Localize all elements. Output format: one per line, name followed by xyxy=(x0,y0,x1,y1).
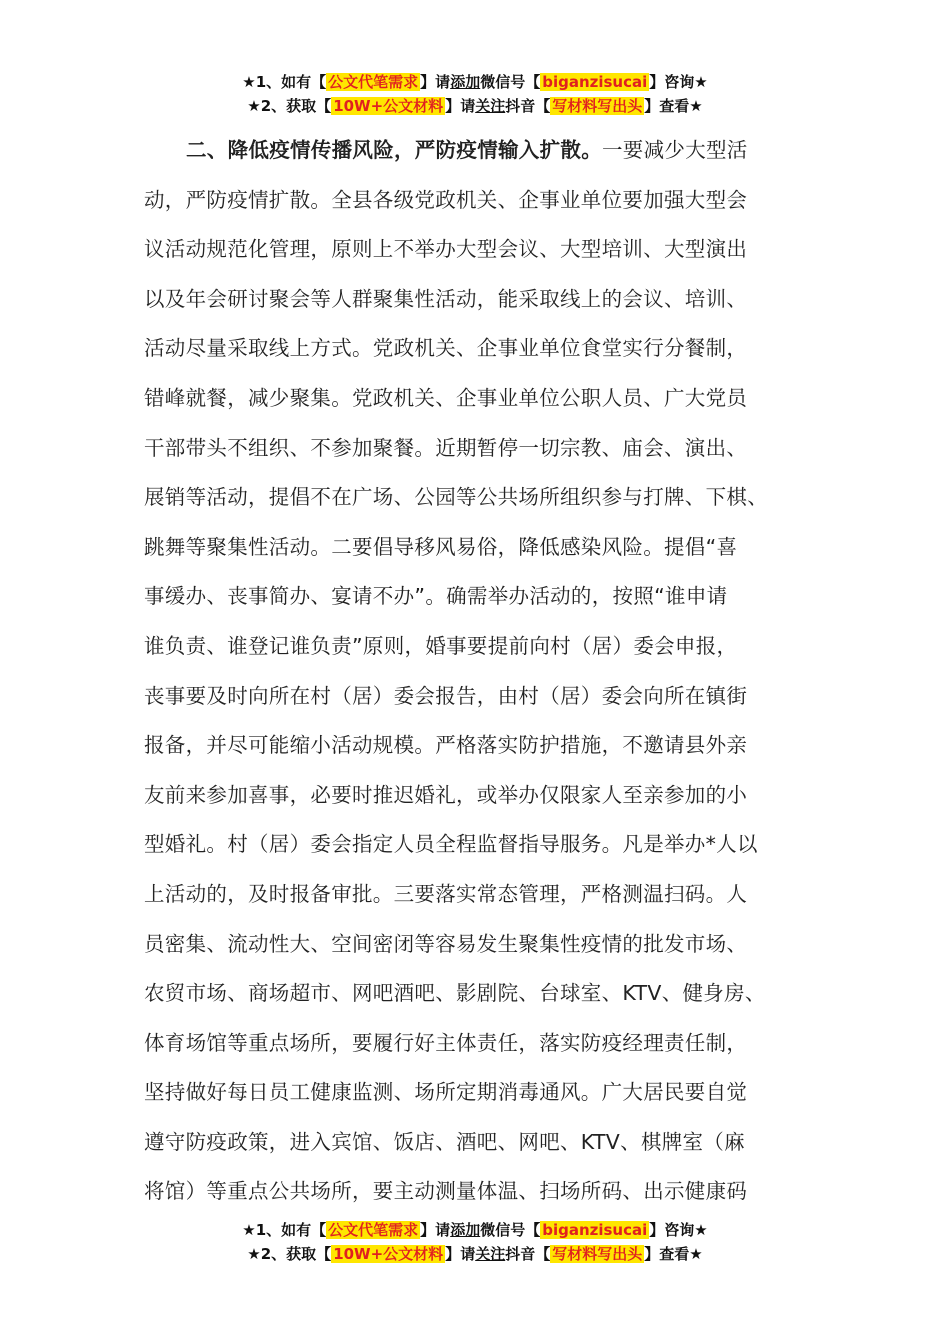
paragraph-line: 坚持做好每日员工健康监测、场所定期消毒通风。广大居民要自觉 xyxy=(144,1080,748,1105)
paragraph-line: 干部带头不组织、不参加聚餐。近期暂停一切宗教、庙会、演出、 xyxy=(144,435,748,460)
promo-line-2: ★2、获取【 10W+公文材料 】请关注抖音【 写材料写出头 】查看★ xyxy=(247,97,703,115)
paragraph-line: 遵守防疫政策，进入宾馆、饭店、酒吧、网吧、KTV、棋牌室（麻 xyxy=(144,1129,745,1154)
promo-line-1: ★1、如有【 公文代笔需求 】请添加微信号【 biganzisucai 】咨询★ xyxy=(242,1221,708,1239)
paragraph-first-line: 二、降低疫情传播风险，严防疫情输入扩散。一要减少大型活 xyxy=(186,138,748,162)
section-heading: 二、降低疫情传播风险，严防疫情输入扩散。 xyxy=(186,138,602,162)
highlight-materials: 10W+公文材料 xyxy=(333,97,444,115)
highlight-service: 公文代笔需求 xyxy=(328,1221,419,1239)
paragraph-line: 以及年会研讨聚会等人群聚集性活动，能采取线上的会议、培训、 xyxy=(144,286,748,311)
highlight-douyin: 写材料写出头 xyxy=(552,1245,643,1263)
paragraph-line: 报备，并尽可能缩小活动规模。严格落实防护措施，不邀请县外亲 xyxy=(144,733,748,758)
highlight-wechat-id: biganzisucai xyxy=(542,1221,648,1239)
paragraph-line: 错峰就餐，减少聚集。党政机关、企事业单位公职人员、广大党员 xyxy=(144,385,748,410)
paragraph-line: 展销等活动，提倡不在广场、公园等公共场所组织参与打牌、下棋、 xyxy=(144,485,768,510)
paragraph-line: 动，严防疫情扩散。全县各级党政机关、企事业单位要加强大型会 xyxy=(144,187,748,212)
paragraph-line: 友前来参加喜事，必要时推迟婚礼，或举办仅限家人至亲参加的小 xyxy=(144,782,748,807)
paragraph-line: 跳舞等聚集性活动。二要倡导移风易俗，降低感染风险。提倡“喜 xyxy=(144,534,738,559)
paragraph-line: 事缓办、丧事简办、宴请不办”。确需举办活动的，按照“谁申请 xyxy=(144,584,728,609)
paragraph-line: 型婚礼。村（居）委会指定人员全程监督指导服务。凡是举办*人以 xyxy=(144,832,758,857)
paragraph-line: 员密集、流动性大、空间密闭等容易发生聚集性疫情的批发市场、 xyxy=(144,931,748,956)
promo-line-2: ★2、获取【 10W+公文材料 】请关注抖音【 写材料写出头 】查看★ xyxy=(247,1245,703,1263)
promo-banner-top xyxy=(0,70,950,118)
promo-banner-bottom xyxy=(0,1218,950,1266)
highlight-wechat-id: biganzisucai xyxy=(542,73,648,91)
highlight-materials: 10W+公文材料 xyxy=(333,1245,444,1263)
paragraph-line: 将馆）等重点公共场所，要主动测量体温、扫场所码、出示健康码 xyxy=(144,1179,748,1204)
paragraph-line: 丧事要及时向所在村（居）委会报告，由村（居）委会向所在镇街 xyxy=(144,683,748,708)
paragraph-line: 上活动的，及时报备审批。三要落实常态管理，严格测温扫码。人 xyxy=(144,881,748,906)
highlight-douyin: 写材料写出头 xyxy=(552,97,643,115)
paragraph-line: 议活动规范化管理，原则上不举办大型会议、大型培训、大型演出 xyxy=(144,237,748,262)
document-body xyxy=(144,126,814,1217)
promo-line-1: ★1、如有【 公文代笔需求 】请添加微信号【 biganzisucai 】咨询★ xyxy=(242,73,708,91)
highlight-service: 公文代笔需求 xyxy=(328,73,419,91)
paragraph-line: 谁负责、谁登记谁负责”原则，婚事要提前向村（居）委会申报， xyxy=(144,633,738,658)
paragraph-line: 活动尽量采取线上方式。党政机关、企事业单位食堂实行分餐制， xyxy=(144,336,748,361)
paragraph-line: 农贸市场、商场超市、网吧酒吧、影剧院、台球室、KTV、健身房、 xyxy=(144,981,766,1006)
paragraph-line: 体育场馆等重点场所，要履行好主体责任，落实防疫经理责任制， xyxy=(144,1030,748,1055)
